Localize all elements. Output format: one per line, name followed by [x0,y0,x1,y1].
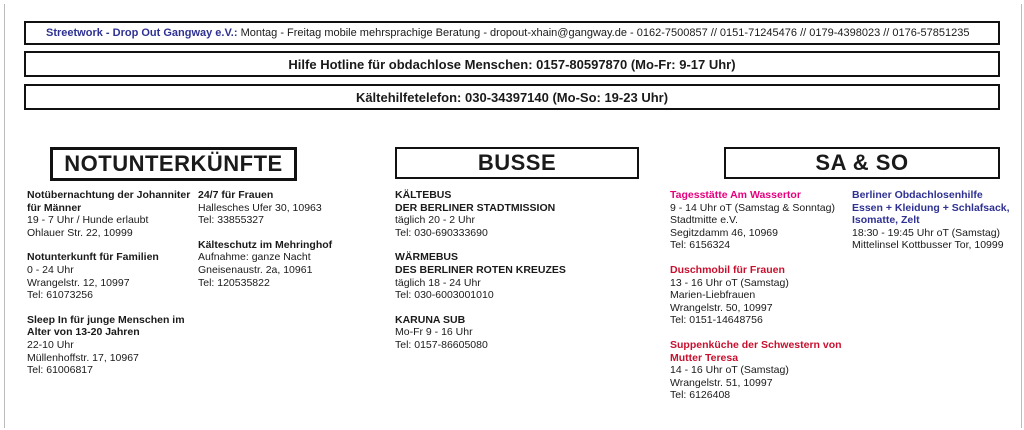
entry-line: 18:30 - 19:45 Uhr oT (Samstag) [852,226,1001,239]
column-busse [395,189,645,364]
column-notunterkuenfte-1 [27,189,192,389]
entry-line: Wrangelstr. 12, 10997 [27,276,130,289]
entry-line: Tel: 61006817 [27,364,93,377]
entry-line: Aufnahme: ganze Nacht [198,251,311,264]
column-saso-2 [852,189,1017,264]
entry-line: Tel: 33855327 [198,214,264,227]
entry-line: Mo-Fr 9 - 16 Uhr [395,326,473,339]
entry-line: Tel: 0151-14648756 [670,314,763,327]
entry-title: 24/7 für Frauen [198,189,274,201]
streetwork-org: Streetwork - Drop Out Gangway e.V.: [46,27,238,39]
entry-obdachlosenhilfe [852,189,1017,252]
heading-sa-so: SA & SO [724,147,1000,179]
entry-line: Tel: 6126408 [670,389,731,402]
hotline-text: Hilfe Hotline für obdachlose Menschen: 0157-80597870 (Mo-Fr: 9-17 Uhr) [288,56,736,72]
kaeltehilfe-banner [24,84,1000,110]
entry-line: Ohlauer Str. 22, 10999 [27,226,133,239]
entry-line: 13 - 16 Uhr oT (Samstag) [670,276,789,289]
streetwork-text: Montag - Freitag mobile mehrsprachige Beratung - dropout-xhain@gangway.de - 0162-7500857 // 0151-71245476 // 0179-4398023 // 0176-57851235 [237,27,970,39]
column-notunterkuenfte-2 [198,189,378,301]
entry-line: Wrangelstr. 51, 10997 [670,376,773,389]
entry-line: Wrangelstr. 50, 10997 [670,301,773,314]
entry-title: WÄRMEBUS [395,251,458,264]
entry-sleep-in [27,314,192,377]
entry-duschmobil [670,264,845,327]
entry-line: täglich 20 - 2 Uhr [395,214,475,227]
entry-line: Tel: 120535822 [198,276,270,289]
hotline-banner [24,51,1000,77]
entry-subtitle: DER BERLINER STADTMISSION [395,201,556,214]
entry-line: Tel: 030-690333690 [395,226,488,239]
entry-line: Segitzdamm 46, 10969 [670,226,778,239]
entry-line: 22-10 Uhr [27,338,74,351]
kaeltehilfe-text: Kältehilfetelefon: 030-34397140 (Mo-So: 19-23 Uhr) [355,89,669,105]
entry-line: 0 - 24 Uhr [27,263,74,276]
heading-busse: BUSSE [395,147,639,179]
entry-tagesstaette [670,189,845,252]
entry-line: 14 - 16 Uhr oT (Samstag) [670,364,789,377]
entry-subtitle: Essen + Kleidung + Schlafsack, Isomatte, Zelt [852,201,1010,227]
entry-line: täglich 18 - 24 Uhr [395,276,481,289]
entry-johanniter [27,189,192,239]
entry-line: 19 - 7 Uhr / Hunde erlaubt [27,214,149,227]
entry-karuna [395,314,645,352]
entry-title: Berliner Obdachlosenhilfe [852,189,983,201]
entry-line: Mittelinsel Kottbusser Tor, 10999 [852,239,1004,252]
entry-line: Tel: 61073256 [27,289,93,302]
entry-kaeltebus [395,189,645,239]
streetwork-banner [24,21,1000,45]
entry-line: 9 - 14 Uhr oT (Samstag & Sonntag) [670,201,835,214]
entry-title: KÄLTEBUS [395,189,452,201]
entry-line: Marien-Liebfrauen [670,289,756,302]
entry-title: Notunterkunft für Familien [27,251,159,264]
column-saso-1 [670,189,845,414]
entry-waermebus [395,251,645,301]
entry-title: Sleep In für junge Menschen im Alter von 13-20 Jahren [27,313,185,339]
entry-line: Tel: 030-6003001010 [395,289,494,302]
entry-familien [27,251,192,301]
entry-mehringhof [198,239,378,289]
entry-title: Tagesstätte Am Wassertor [670,189,801,201]
entry-suppenkueche [670,339,845,402]
heading-notunterkuenfte: NOTUNTERKÜNFTE [50,147,297,181]
entry-title: KARUNA SUB [395,313,466,326]
entry-line: Gneisenaustr. 2a, 10961 [198,263,313,276]
entry-24-7-frauen [198,189,378,227]
entry-subtitle: DES BERLINER ROTEN KREUZES [395,263,566,276]
entry-line: Tel: 6156324 [670,239,731,252]
entry-title: Kälteschutz im Mehringhof [198,238,333,251]
entry-title: Suppenküche der Schwestern von Mutter Teresa [670,338,842,364]
entry-line: Stadtmitte e.V. [670,214,738,227]
entry-line: Tel: 0157-86605080 [395,338,488,351]
entry-title: Duschmobil für Frauen [670,263,785,276]
entry-line: Müllenhoffstr. 17, 10967 [27,351,139,364]
entry-title: Notübernachtung der Johanniter für Männer [27,189,191,214]
entry-line: Hallesches Ufer 30, 10963 [198,201,322,214]
